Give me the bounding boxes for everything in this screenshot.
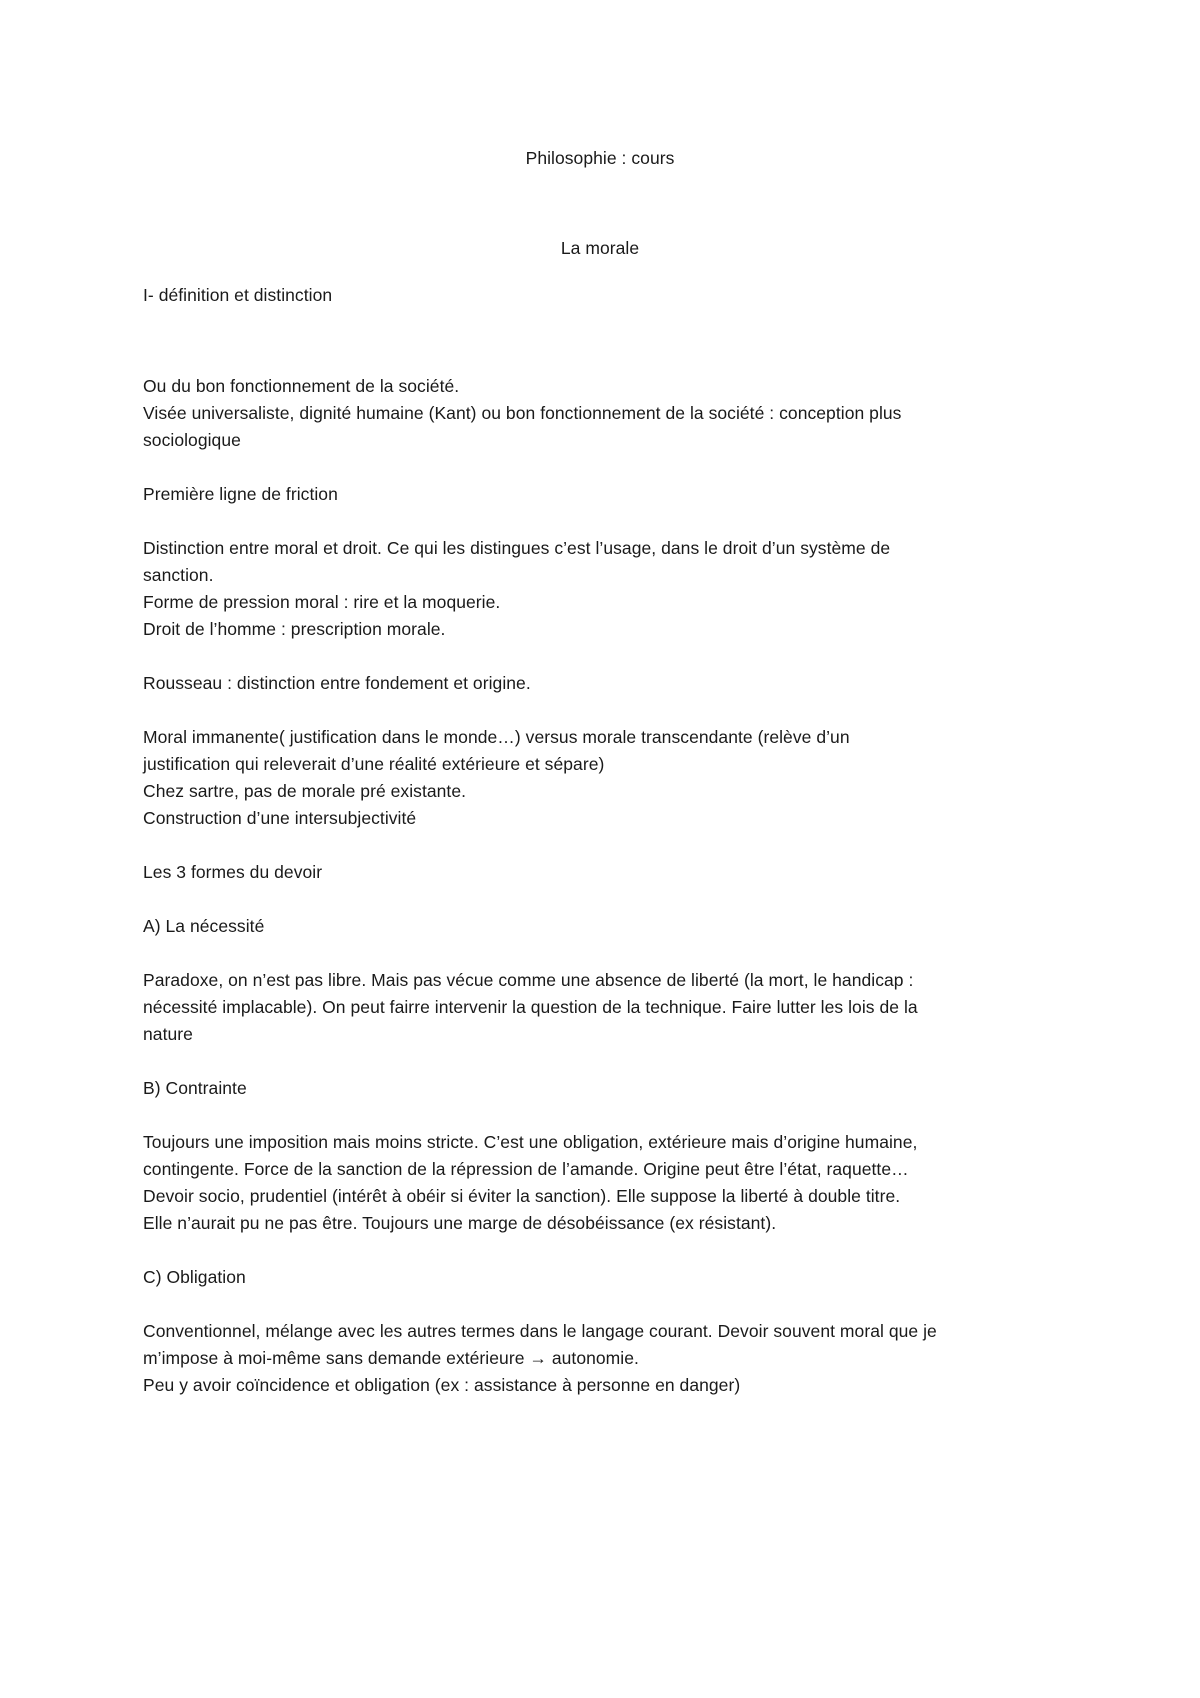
course-title: Philosophie : cours bbox=[525, 148, 675, 168]
paragraph-line: contingente. Force de la sanction de la répression de l’amande. Origine peut être l’état, raquette… bbox=[143, 1159, 909, 1179]
subsection-heading: B) Contrainte bbox=[143, 1078, 247, 1098]
paragraph-line: Droit de l’homme : prescription morale. bbox=[143, 619, 446, 639]
paragraph-line: Peu y avoir coïncidence et obligation (ex : assistance à personne en danger) bbox=[143, 1375, 741, 1395]
subheading: Les 3 formes du devoir bbox=[143, 862, 323, 882]
paragraph-line: Ou du bon fonctionnement de la société. bbox=[143, 376, 460, 396]
subheading: Première ligne de friction bbox=[143, 484, 338, 504]
paragraph-line: Devoir socio, prudentiel (intérêt à obéir si éviter la sanction). Elle suppose la liberté à double titre. bbox=[143, 1186, 901, 1206]
paragraph-line: Visée universaliste, dignité humaine (Kant) ou bon fonctionnement de la société : conception plus bbox=[143, 403, 902, 423]
paragraph-line: Distinction entre moral et droit. Ce qui les distingues c’est l’usage, dans le droit d’un système de bbox=[143, 538, 891, 558]
paragraph-line: Toujours une imposition mais moins stricte. C’est une obligation, extérieure mais d’origine humaine, bbox=[143, 1132, 918, 1152]
paragraph-line: Construction d’une intersubjectivité bbox=[143, 808, 417, 828]
paragraph-line: Moral immanente( justification dans le monde…) versus morale transcendante (relève d’un bbox=[143, 727, 850, 747]
chapter-title: La morale bbox=[560, 238, 640, 258]
subsection-heading: A) La nécessité bbox=[143, 916, 265, 936]
paragraph-line: justification qui releverait d’une réalité extérieure et sépare) bbox=[143, 754, 605, 774]
paragraph-line: Conventionnel, mélange avec les autres termes dans le langage courant. Devoir souvent moral que je bbox=[143, 1321, 937, 1341]
subsection-heading: C) Obligation bbox=[143, 1267, 246, 1287]
paragraph-line: nécessité implacable). On peut fairre intervenir la question de la technique. Faire lutter les lois de la bbox=[143, 997, 918, 1017]
paragraph-line: m’impose à moi-même sans demande extérieure → autonomie. bbox=[143, 1348, 639, 1368]
paragraph-line: Paradoxe, on n’est pas libre. Mais pas vécue comme une absence de liberté (la mort, le handicap : bbox=[143, 970, 914, 990]
paragraph-line: Chez sartre, pas de morale pré existante. bbox=[143, 781, 467, 801]
paragraph-line: nature bbox=[143, 1024, 193, 1044]
paragraph-line: Rousseau : distinction entre fondement et origine. bbox=[143, 673, 531, 693]
paragraph-line: sanction. bbox=[143, 565, 214, 585]
paragraph-line: sociologique bbox=[143, 430, 241, 450]
section-heading: I- définition et distinction bbox=[143, 285, 333, 305]
paragraph-line: Forme de pression moral : rire et la moquerie. bbox=[143, 592, 501, 612]
paragraph-line: Elle n’aurait pu ne pas être. Toujours une marge de désobéissance (ex résistant). bbox=[143, 1213, 777, 1233]
